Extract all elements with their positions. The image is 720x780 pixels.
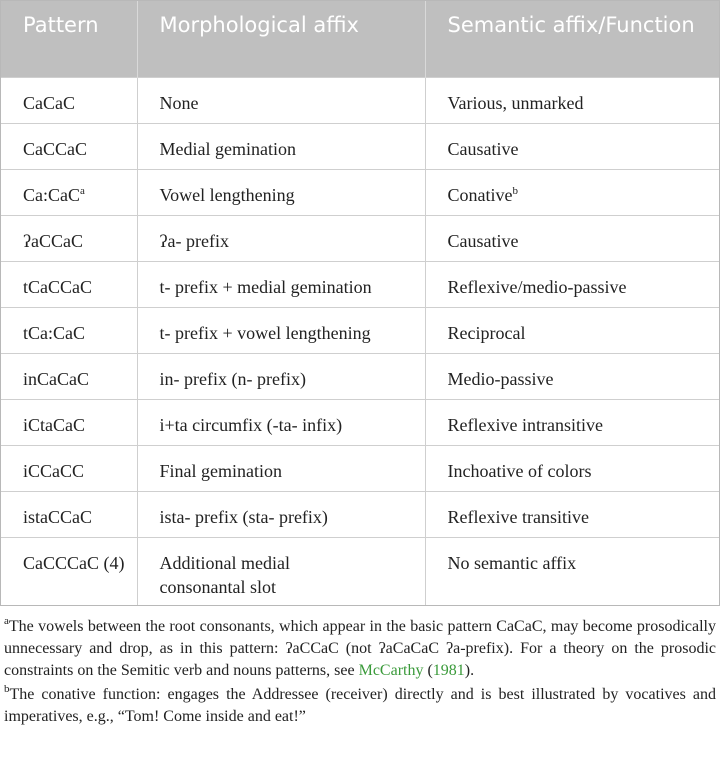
table-row xyxy=(1,491,719,537)
pattern-cell: inCaCaC xyxy=(1,353,137,399)
morph-cell: Medial gemination xyxy=(137,123,425,169)
table-row xyxy=(1,123,719,169)
header-row xyxy=(1,1,719,77)
footnote-b xyxy=(4,684,716,728)
table-row xyxy=(1,169,719,215)
function-cell: No semantic affix xyxy=(425,537,719,605)
function-cell xyxy=(425,169,719,215)
function-cell: Reciprocal xyxy=(425,307,719,353)
morph-line: consonantal slot xyxy=(159,576,276,597)
morph-cell: t- prefix + vowel lengthening xyxy=(137,307,425,353)
function-cell: Causative xyxy=(425,215,719,261)
function-cell: Causative xyxy=(425,123,719,169)
table-row xyxy=(1,77,719,123)
header-morphological-affix: Morphological affix xyxy=(137,1,425,77)
table-row xyxy=(1,353,719,399)
table-row xyxy=(1,445,719,491)
morph-line: Additional medial xyxy=(159,552,290,573)
morph-cell: Vowel lengthening xyxy=(137,169,425,215)
morph-cell: in- prefix (n- prefix) xyxy=(137,353,425,399)
table-footnotes xyxy=(4,616,716,728)
patterns-table xyxy=(1,1,719,605)
footnote-a xyxy=(4,616,716,682)
pattern-cell: CaCaC xyxy=(1,77,137,123)
function-cell: Reflexive/medio-passive xyxy=(425,261,719,307)
table-row xyxy=(1,215,719,261)
header-pattern: Pattern xyxy=(1,1,137,77)
morph-cell: ista- prefix (sta- prefix) xyxy=(137,491,425,537)
morph-cell: Final gemination xyxy=(137,445,425,491)
pattern-cell: ʔaCCaC xyxy=(1,215,137,261)
function-text: Conative xyxy=(447,184,513,205)
table-row xyxy=(1,261,719,307)
citation-link[interactable]: McCarthy xyxy=(358,662,424,679)
pattern-cell: iCCaCC xyxy=(1,445,137,491)
pattern-cell: CaCCaC xyxy=(1,123,137,169)
morph-cell: t- prefix + medial gemination xyxy=(137,261,425,307)
pattern-text: Ca:CaC xyxy=(23,184,80,205)
function-cell: Reflexive intransitive xyxy=(425,399,719,445)
table-row xyxy=(1,307,719,353)
morph-cell xyxy=(137,537,425,605)
pattern-cell: tCa:CaC xyxy=(1,307,137,353)
citation-paren-close: ). xyxy=(464,662,475,679)
function-cell: Medio-passive xyxy=(425,353,719,399)
function-cell: Inchoative of colors xyxy=(425,445,719,491)
footnote-ref-b[interactable]: b xyxy=(512,184,518,197)
footnote-b-text: The conative function: engages the Addressee (receiver) directly and is best illustrated by vocatives and imperatives, e.g., “Tom! Come inside and eat!” xyxy=(4,686,716,725)
table-row xyxy=(1,537,719,605)
header-semantic-function: Semantic affix/Function xyxy=(425,1,719,77)
morph-cell: i+ta circumfix (-ta- infix) xyxy=(137,399,425,445)
citation-paren-open: ( xyxy=(423,662,433,679)
table-body xyxy=(1,77,719,605)
table-row xyxy=(1,399,719,445)
function-cell: Various, unmarked xyxy=(425,77,719,123)
footnote-a-text: The vowels between the root consonants, which appear in the basic pattern CaCaC, may become prosodically unnecessary and drop, as in this pattern: ʔaCCaC (not ʔaCaCaC ʔa-prefix). For a theory on the prosodic constraints on the Semitic verb and nouns patterns, see xyxy=(4,618,716,679)
morph-cell: None xyxy=(137,77,425,123)
pattern-cell: iCtaCaC xyxy=(1,399,137,445)
footnote-mark-a: a xyxy=(4,615,9,627)
footnote-ref-a[interactable]: a xyxy=(80,184,85,197)
footnote-mark-b: b xyxy=(4,683,10,695)
table-header xyxy=(1,1,719,77)
function-cell: Reflexive transitive xyxy=(425,491,719,537)
citation-year-link[interactable]: 1981 xyxy=(432,662,465,679)
pattern-cell xyxy=(1,169,137,215)
pattern-cell: tCaCCaC xyxy=(1,261,137,307)
morph-cell: ʔa- prefix xyxy=(137,215,425,261)
pattern-cell: istaCCaC xyxy=(1,491,137,537)
pattern-cell: CaCCCaC (4) xyxy=(1,537,137,605)
